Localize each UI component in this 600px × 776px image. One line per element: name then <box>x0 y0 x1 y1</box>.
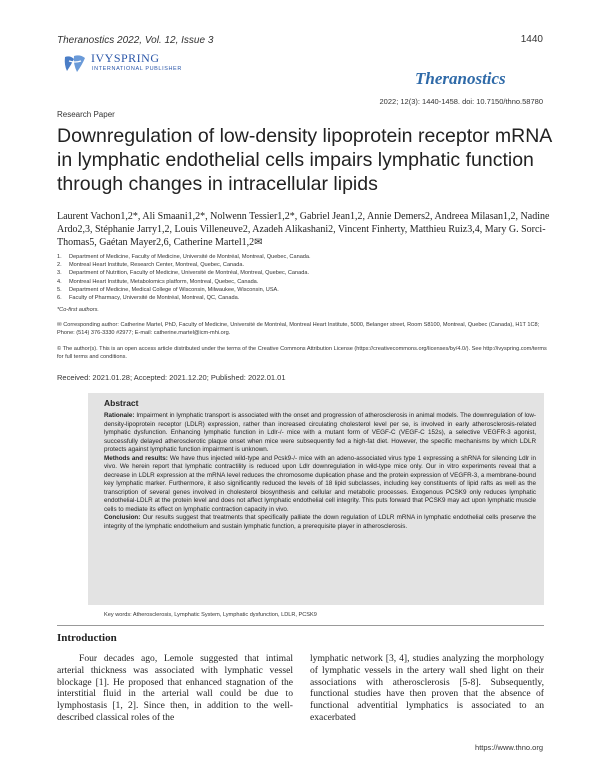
journal-issue: 2022, Vol. 12, Issue 3 <box>117 35 214 46</box>
section-divider <box>57 625 544 626</box>
body-column-left <box>57 653 293 724</box>
article-title: Downregulation of low-density lipoprotein receptor mRNA in lymphatic endothelial cells impairs lymphatic function through changes in intracellular lipids <box>57 125 552 195</box>
intro-paragraph-continued: lymphatic network [3, 4], studies analyzing the morphology of lymphatic vessels in the artery wall shed light on their associations with atherosclerosis [5-8]. Subsequently, functional studies have then proven that the absence of functional adventitial lymphatics is associated to an exacerbated <box>310 653 544 723</box>
corresponding-author: ✉ Corresponding author: Catherine Martel, PhD, Faculty of Medicine, Université de Montréal, Montreal Heart Institute, 5000, Belanger street, Room S8100, Montreal, Quebec (Canada), H1T 1C8; Phone: (514) 376-3330 #2977; E-mail: catherine.martel@icm-mhi.org. <box>57 322 540 336</box>
ivyspring-logo-icon <box>62 53 88 75</box>
publisher-name: IVYSPRING <box>91 51 160 65</box>
abstract-body <box>104 412 536 531</box>
publication-dates: Received: 2021.01.28; Accepted: 2021.12.20; Published: 2022.01.01 <box>57 373 286 382</box>
running-head <box>57 35 213 46</box>
affiliation-item: 3. Department of Nutrition, Faculty of Medicine, Université de Montréal, Montreal, Quebec, Canada. <box>57 270 310 277</box>
abstract-heading: Abstract <box>104 398 139 408</box>
intro-paragraph: Four decades ago, Lemole suggested that intimal arterial thickness was associated with lymphatic vessel blockage [1]. He proposed that enhanced stagnation of the interstitial fluid in the arterial wall could be due to lymphostasis [1, 2]. Since then, in addition to the well-described classical roles of the <box>57 653 293 723</box>
affiliations <box>57 253 557 302</box>
body-column-right <box>310 653 544 724</box>
abstract-rationale: Rationale: Impairment in lymphatic transport is associated with the onset and progression of atherosclerosis in animal models. The downregulation of low-density-lipoprotein receptor (LDLR) expression, rather than increased circulating cholesterol level per se, is involved in early atherosclerosis-related lymphatic dysfunction. Enhancing lymphatic function in Ldlr-/- mice with a mutant form of VEGF-C (VEGF-C 152s), a selective VEGFR-3 agonist, successfully delayed atherosclerotic plaque onset when mice were subsequently fed a high-fat diet. However, the specific mechanisms by which LDLR protects against lymphatic function impairment is unknown. <box>104 412 537 453</box>
journal-logo <box>415 68 545 90</box>
journal-logo-text: Theranostics <box>415 69 506 88</box>
citation: 2022; 12(3): 1440-1458. doi: 10.7150/thno.58780 <box>379 97 543 106</box>
license-notice: © The author(s). This is an open access article distributed under the terms of the Creative Commons Attribution License (https://creativecommons.org/licenses/by/4.0/). See http://ivyspring.com/terms for full terms and conditions. <box>57 346 547 360</box>
abstract-conclusion: Conclusion: Our results suggest that treatments that specifically palliate the down regulation of LDLR mRNA in lymphatic endothelial cells preserve the integrity of the lymphatic endothelium and sustain lymphatic function, a prerequisite player in atherosclerosis. <box>104 514 536 530</box>
publisher-subtitle: INTERNATIONAL PUBLISHER <box>92 66 182 72</box>
keywords: Key words: Atherosclerosis, Lymphatic System, Lymphatic dysfunction, LDLR, PCSK9 <box>104 612 317 618</box>
affiliation-item: 1. Department of Medicine, Faculty of Medicine, Université de Montréal, Montreal, Quebec, Canada. <box>57 254 311 260</box>
affiliation-item: 4. Montreal Heart Institute, Metabolomics platform, Montreal, Quebec, Canada. <box>57 278 259 285</box>
author-list: Laurent Vachon1,2*, Ali Smaani1,2*, Nolwenn Tessier1,2*, Gabriel Jean1,2, Annie Demers2, Andreea Milasan1,2, Nadine Ardo2,3, Stéphanie Jarry1,2, Louis Villeneuve2, Azadeh Alikashani2, Vincent Finherty, Matthieu Ruiz3,4, Mary G. Sorci-Thomas5, Gaétan Mayer2,6, Catherine Martel1,2✉ <box>57 211 550 248</box>
page-number: 1440 <box>520 34 543 45</box>
cofirst-note: *Co-first authors. <box>57 307 99 313</box>
article-type: Research Paper <box>57 110 115 119</box>
affiliation-item: 5. Department of Medicine, Medical College of Wisconsin, Milwaukee, Wisconsin, USA. <box>57 286 279 293</box>
affiliation-item: 2. Montreal Heart Institute, Research Center, Montreal, Quebec, Canada. <box>57 262 245 269</box>
journal-name: Theranostics <box>57 35 115 46</box>
footer-url[interactable]: https://www.thno.org <box>475 743 543 752</box>
introduction-heading: Introduction <box>57 632 117 644</box>
affiliation-item: 6. Faculty of Pharmacy, Université de Montréal, Montreal, QC, Canada. <box>57 295 240 302</box>
abstract-methods: Methods and results: We have thus injected wild-type and Pcsk9-/- mice with an adeno-associated virus type 1 expressing a shRNA for silencing Ldlr in vivo. We herein report that lymphatic contractility is reduced upon Ldlr downregulation in wild-type mice only. Our in vitro experiments reveal that a decrease in LDLR expression at the mRNA level reduces the chromosome duplication phase and the protein expression of VEGFR-3, a membrane-bound key lymphatic marker. Furthermore, it also significantly reduced the levels of 18 lipid subclasses, including key constituents of lipid rafts as well as the transcription of several genes involved in cholesterol biosynthesis and cellular and metabolic processes. Exogenous PCSK9 only reduces lymphatic endothelial-LDLR at the protein level and does not affect lymphatic endothelial cell integrity. This puts forward that PCSK9 may act upon lymphatic muscle cells to mediate its effect on lymphatic contraction capacity in vivo. <box>104 454 537 513</box>
